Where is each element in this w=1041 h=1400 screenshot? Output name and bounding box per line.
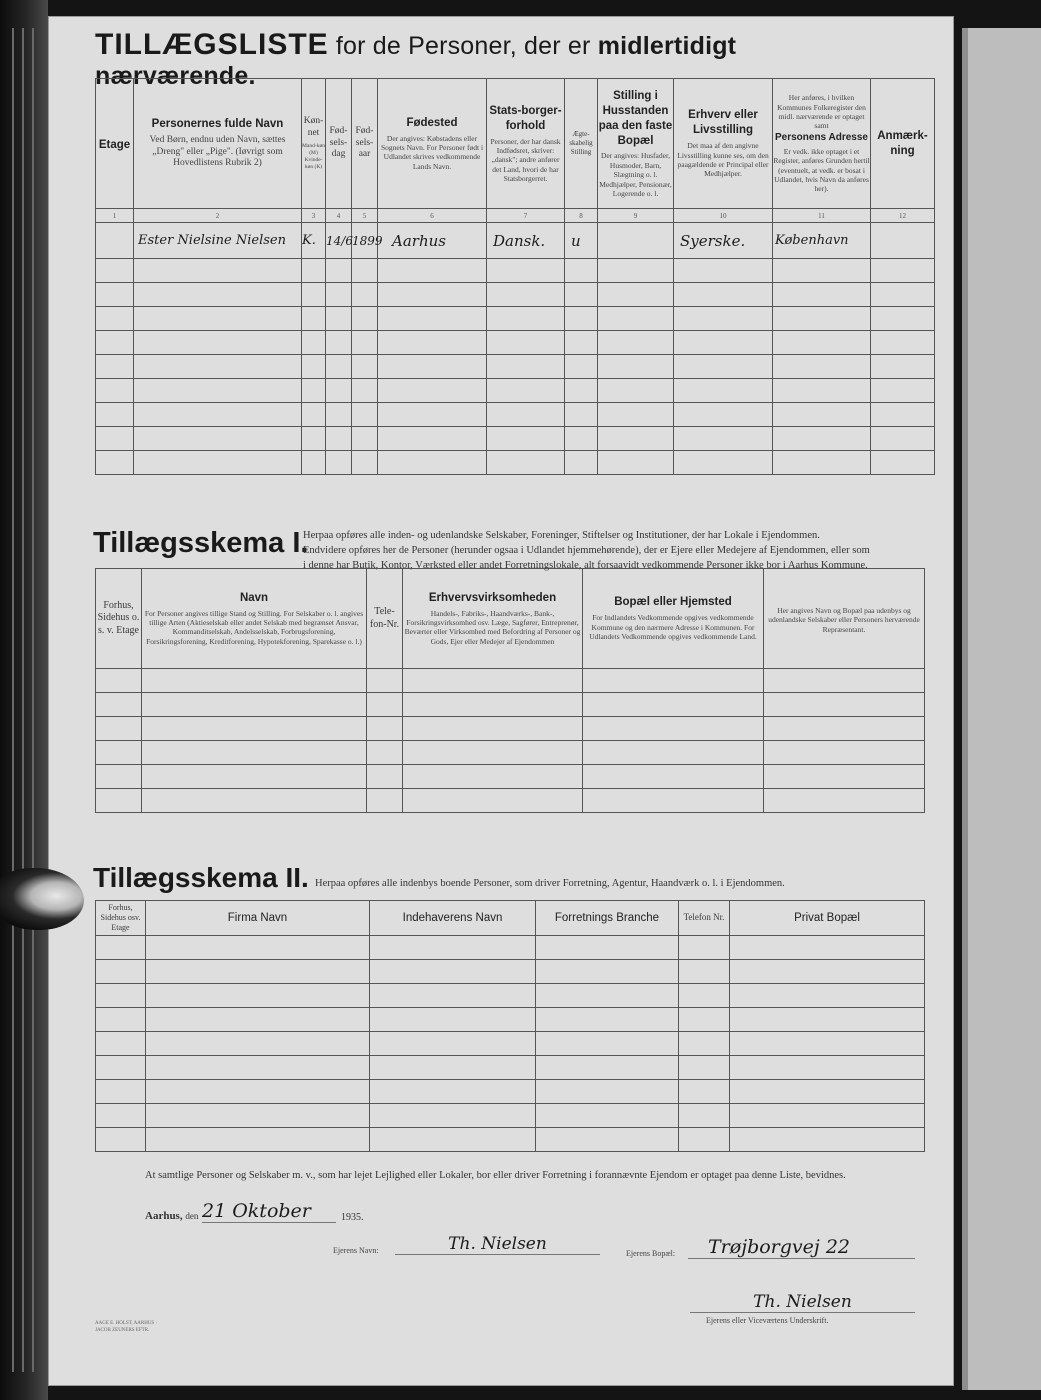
col-header-foedested: Fødested Der angives: Købstadens eller Sognets Navn. For Personer født i Udlandet skrives vedkommende Lands Navn. (378, 79, 487, 209)
col-header-anmaerkning: Anmærk-ning (871, 79, 935, 209)
skema2-col-etage: Forhus, Sidehus osv. Etage (96, 901, 146, 936)
owner-name-label: Ejerens Navn: (333, 1246, 379, 1255)
skema1-description: Herpaa opføres alle inden- og udenlandske Selskaber, Foreninger, Stiftelser og Institutioner, der har Lokale i Ejendommen. Endvidere opføres her de Personer (herunder ogsaa i Udlandet hjemmehørende), der er Ejere eller Medejere af Ejendommen, eller som i denne har Butik, Kontor, Værksted eller andet Forretningslokale, alt forsaavidt vedkommende Personer ikke bor i Aarhus Kommune. (303, 530, 870, 572)
skema1-col-etage: Forhus, Sidehus o. s. v. Etage (96, 569, 142, 669)
cell-erhverv: Syerske. (674, 223, 773, 259)
cell-adresse: København (773, 223, 871, 259)
skema1-col-navn: Navn For Personer angives tillige Stand og Stilling. For Selskaber o. l. angives tillige Arten (Aktieselskab eller andet Selskab med begrænset Ansvar, Kommanditselskab, Andelsselskab, Forbrugsforening, Forsikringsforening, Kreditforening, Hypotekforening, Sparekasse o. l.) (142, 569, 367, 669)
col-num: 7 (487, 209, 565, 223)
cell-koen: K. (302, 223, 326, 259)
col-num: 4 (326, 209, 352, 223)
cell-etage (96, 223, 134, 259)
header-row (96, 79, 935, 209)
skema2-col-firma: Firma Navn (146, 901, 370, 936)
col-num: 1 (96, 209, 134, 223)
skema1-col-telefon: Tele-fon-Nr. (367, 569, 403, 669)
column-number-row (96, 209, 935, 223)
skema2-col-branche: Forretnings Branche (536, 901, 679, 936)
book-binding (0, 0, 48, 1400)
cell-stilling (598, 223, 674, 259)
year: 1935. (341, 1212, 364, 1223)
declaration-text: At samtlige Personer og Selskaber m. v., som har lejet Lejlighed eller Lokaler, bor eller driver Forretning i forannævnte Ejendom er optaget paa denne Liste, bevidnes. (145, 1170, 846, 1181)
cell-dag: 14/6 (326, 223, 352, 259)
skema1-col-erhverv: Erhvervsvirksomheden Handels-, Fabriks-, Haandværks-, Bank-, Forsikringsvirksomhed osv. Læge, Sagfører, Entreprenør, Beværter eller Virksomhed med Befordring af Personer og Gods, Ejer eller Medejer af Ejendommen (403, 569, 583, 669)
cell-name: Ester Nielsine Nielsen (134, 223, 302, 259)
owner-address-label: Ejerens Bopæl: (626, 1249, 676, 1258)
skema2-col-telefon: Telefon Nr. (679, 901, 730, 936)
col-num: 9 (598, 209, 674, 223)
col-header-statsborger: Stats-borger-forhold Personer, der har dansk Indfødsret, skriver: „dansk"; andre anfører det Land, hvori de har Statsborgerret. (487, 79, 565, 209)
cell-aegteskab: u (565, 223, 598, 259)
col-header-aegteskab: Ægte-skabelig Stilling (565, 79, 598, 209)
owner-address-handwritten: Trøjborgvej 22 (688, 1236, 915, 1259)
skema2-col-indehaver: Indehaverens Navn (370, 901, 536, 936)
col-header-koen: Køn-net Mand-køn (M) Kvinde-køn (K) (302, 79, 326, 209)
cell-foedested: Aarhus (378, 223, 487, 259)
col-num: 8 (565, 209, 598, 223)
owner-name-handwritten: Th. Nielsen (395, 1234, 600, 1255)
col-header-erhverv: Erhverv eller Livsstilling Det maa af den angivne Livsstilling kunne ses, om den paagældende er Principal eller Medhjælper. (674, 79, 773, 209)
owner-signature: Th. Nielsen (690, 1292, 915, 1313)
col-header-aar: Fød-sels-aar (352, 79, 378, 209)
table-row (96, 223, 935, 259)
skema2-col-bopael: Privat Bopæl (730, 901, 925, 936)
skema1-col-repraesentant: Her angives Navn og Bopæl paa udenbys og udenlandske Selskaber eller Personers herværende Repræsentant. (764, 569, 925, 669)
tillaegsliste-table (95, 78, 935, 475)
cell-statsborger: Dansk. (487, 223, 565, 259)
col-num: 5 (352, 209, 378, 223)
adjacent-page (962, 28, 1041, 1390)
col-num: 12 (871, 209, 935, 223)
skema2-table (95, 900, 925, 1152)
col-num: 11 (773, 209, 871, 223)
printer-imprint: AAGE E. HOLST, AARHUS · JACOB ZEUNERS EFTR. (95, 1321, 158, 1333)
cell-anmaerkning (871, 223, 935, 259)
date-line: Aarhus, den (145, 1210, 199, 1222)
signature-label: Ejerens eller Viceværtens Underskrift. (706, 1316, 829, 1325)
date-handwritten: 21 Oktober (202, 1200, 336, 1223)
cell-aar: 1899 (352, 223, 378, 259)
col-num: 3 (302, 209, 326, 223)
col-header-name: Personernes fulde Navn Ved Børn, endnu uden Navn, sættes „Dreng" eller „Pige". (Iøvrigt som Hovedlistens Rubrik 2) (134, 79, 302, 209)
skema1-title: Tillægsskema I. (93, 527, 309, 559)
skema2-description: Herpaa opføres alle indenbys boende Personer, som driver Forretning, Agentur, Haandværk o. l. i Ejendommen. (315, 878, 785, 889)
col-header-adresse: Her anføres, i hvilken Kommunes Folkeregister den midl. nærværende er optaget samt Personens Adresse Er vedk. ikke optaget i et Register, anføres Grunden hertil (eventuelt, at vedk. er bosat i Udlandet, hvis Navn da anføres her). (773, 79, 871, 209)
page-title: TILLÆGSLISTE for de Personer, der er midlertidigt nærværende. (95, 28, 737, 90)
col-num: 10 (674, 209, 773, 223)
skema1-table (95, 568, 925, 813)
col-header-dag: Fød-sels-dag (326, 79, 352, 209)
col-header-etage: Etage (96, 79, 134, 209)
skema2-title: Tillægsskema II. (93, 862, 309, 893)
col-num: 2 (134, 209, 302, 223)
col-header-stilling: Stilling i Husstanden paa den faste Bopæl Der angives: Husfader, Husmoder, Barn, Slægtning o. l. Medhjælper, Pensionær, Logerende o. l. (598, 79, 674, 209)
skema1-col-bopael: Bopæl eller Hjemsted For Indlandets Vedkommende opgives vedkommende Kommune og den nærmere Adresse i Kommunen. For Udlandets Vedkommende opgives vedkommende Land. (583, 569, 764, 669)
col-num: 6 (378, 209, 487, 223)
